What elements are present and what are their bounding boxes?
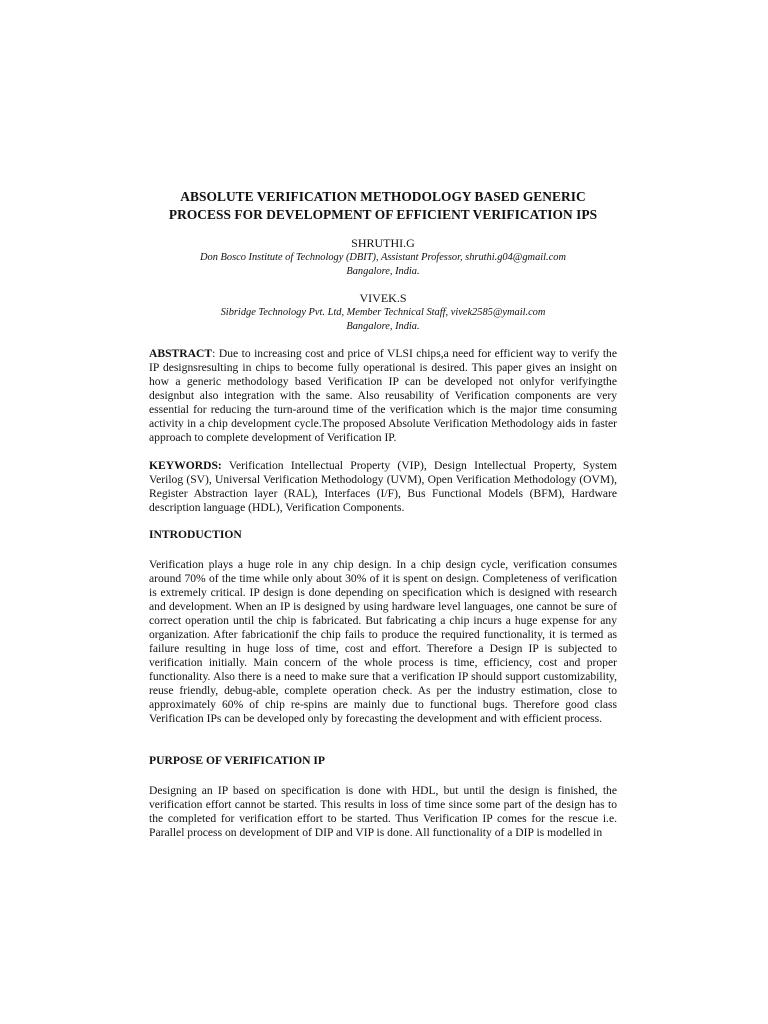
- introduction-paragraph: Verification plays a huge role in any chip design. In a chip design cycle, verification consumes around 70% of the time while only about 30% of it is spent on design. Completeness of verification is extremely critical. IP design is done depending on specification which is designed with research and development. When an IP is designed by using hardware level languages, one cannot be sure of correct operation until the chip is fabricated. But fabricating a chip incurs a huge expense for any organization. After fabricationif the chip fails to produce the required functionality, it is termed as failure resulting in huge loss of time, cost and effort. Therefore a Design IP is subjected to verification initially. Main concern of the whole process is time, efficiency, cost and proper functionality. Also there is a need to make sure that a verification IP should support customizability, reuse friendly, debug-able, complete operation check. As per the industry estimation, close to approximately 60% of chip re-spins are mainly due to functional bugs. Therefore good class Verification IPs can be developed only by forecasting the development and with efficient process.: [149, 558, 617, 725]
- abstract-paragraph: [149, 347, 617, 445]
- keywords-paragraph: [149, 459, 617, 515]
- section-heading-introduction: INTRODUCTION: [149, 528, 242, 541]
- title-line-1: ABSOLUTE VERIFICATION METHODOLOGY BASED GENERIC: [180, 189, 586, 204]
- author-affiliation: Sibridge Technology Pvt. Ltd, Member Technical Staff, vivek2585@ymail.com: [220, 307, 546, 318]
- author-name: VIVEK.S: [359, 291, 407, 305]
- title-line-2: PROCESS FOR DEVELOPMENT OF EFFICIENT VERIFICATION IPS: [168, 207, 598, 222]
- author-name: SHRUTHI.G: [351, 236, 415, 250]
- abstract-text: : Due to increasing cost and price of VLSI chips,a need for efficient way to verify the IP designsresulting in chips to become fully operational is desired. This paper gives an insight on how a generic methodology based Verification IP can be developed not onlyfor verifyingthe designbut also integration with the same. Also reusability of Verification components are very essential for reducing the turn-around time of the verification which is the major time consuming activity in a chip development cycle.The proposed Absolute Verification Methodology aids in faster approach to complete development of Verification IP.: [149, 347, 617, 444]
- author-location: Bangalore, India.: [346, 266, 420, 277]
- author-block-1: [149, 236, 617, 279]
- author-block-2: [149, 291, 617, 334]
- section-heading-purpose: PURPOSE OF VERIFICATION IP: [149, 754, 325, 767]
- abstract-label: ABSTRACT: [149, 347, 213, 360]
- keywords-label: KEYWORDS:: [149, 459, 222, 472]
- author-affiliation: Don Bosco Institute of Technology (DBIT), Assistant Professor, shruthi.g04@gmail.com: [200, 252, 566, 263]
- keywords-text: Verification Intellectual Property (VIP), Design Intellectual Property, System Verilog (SV), Universal Verification Methodology (UVM), Open Verification Methodology (OVM), Register Abstraction layer (RAL), Interfaces (I/F), Bus Functional Models (BFM), Hardware description language (HDL), Verification Components.: [149, 459, 617, 514]
- purpose-paragraph: Designing an IP based on specification is done with HDL, but until the design is finished, the verification effort cannot be started. This results in loss of time since some part of the design has to the completed for verification effort to be started. Thus Verification IP comes for the rescue i.e. Parallel process on development of DIP and VIP is done. All functionality of a DIP is modelled in: [149, 784, 617, 839]
- paper-title: [149, 188, 617, 224]
- author-location: Bangalore, India.: [346, 321, 420, 332]
